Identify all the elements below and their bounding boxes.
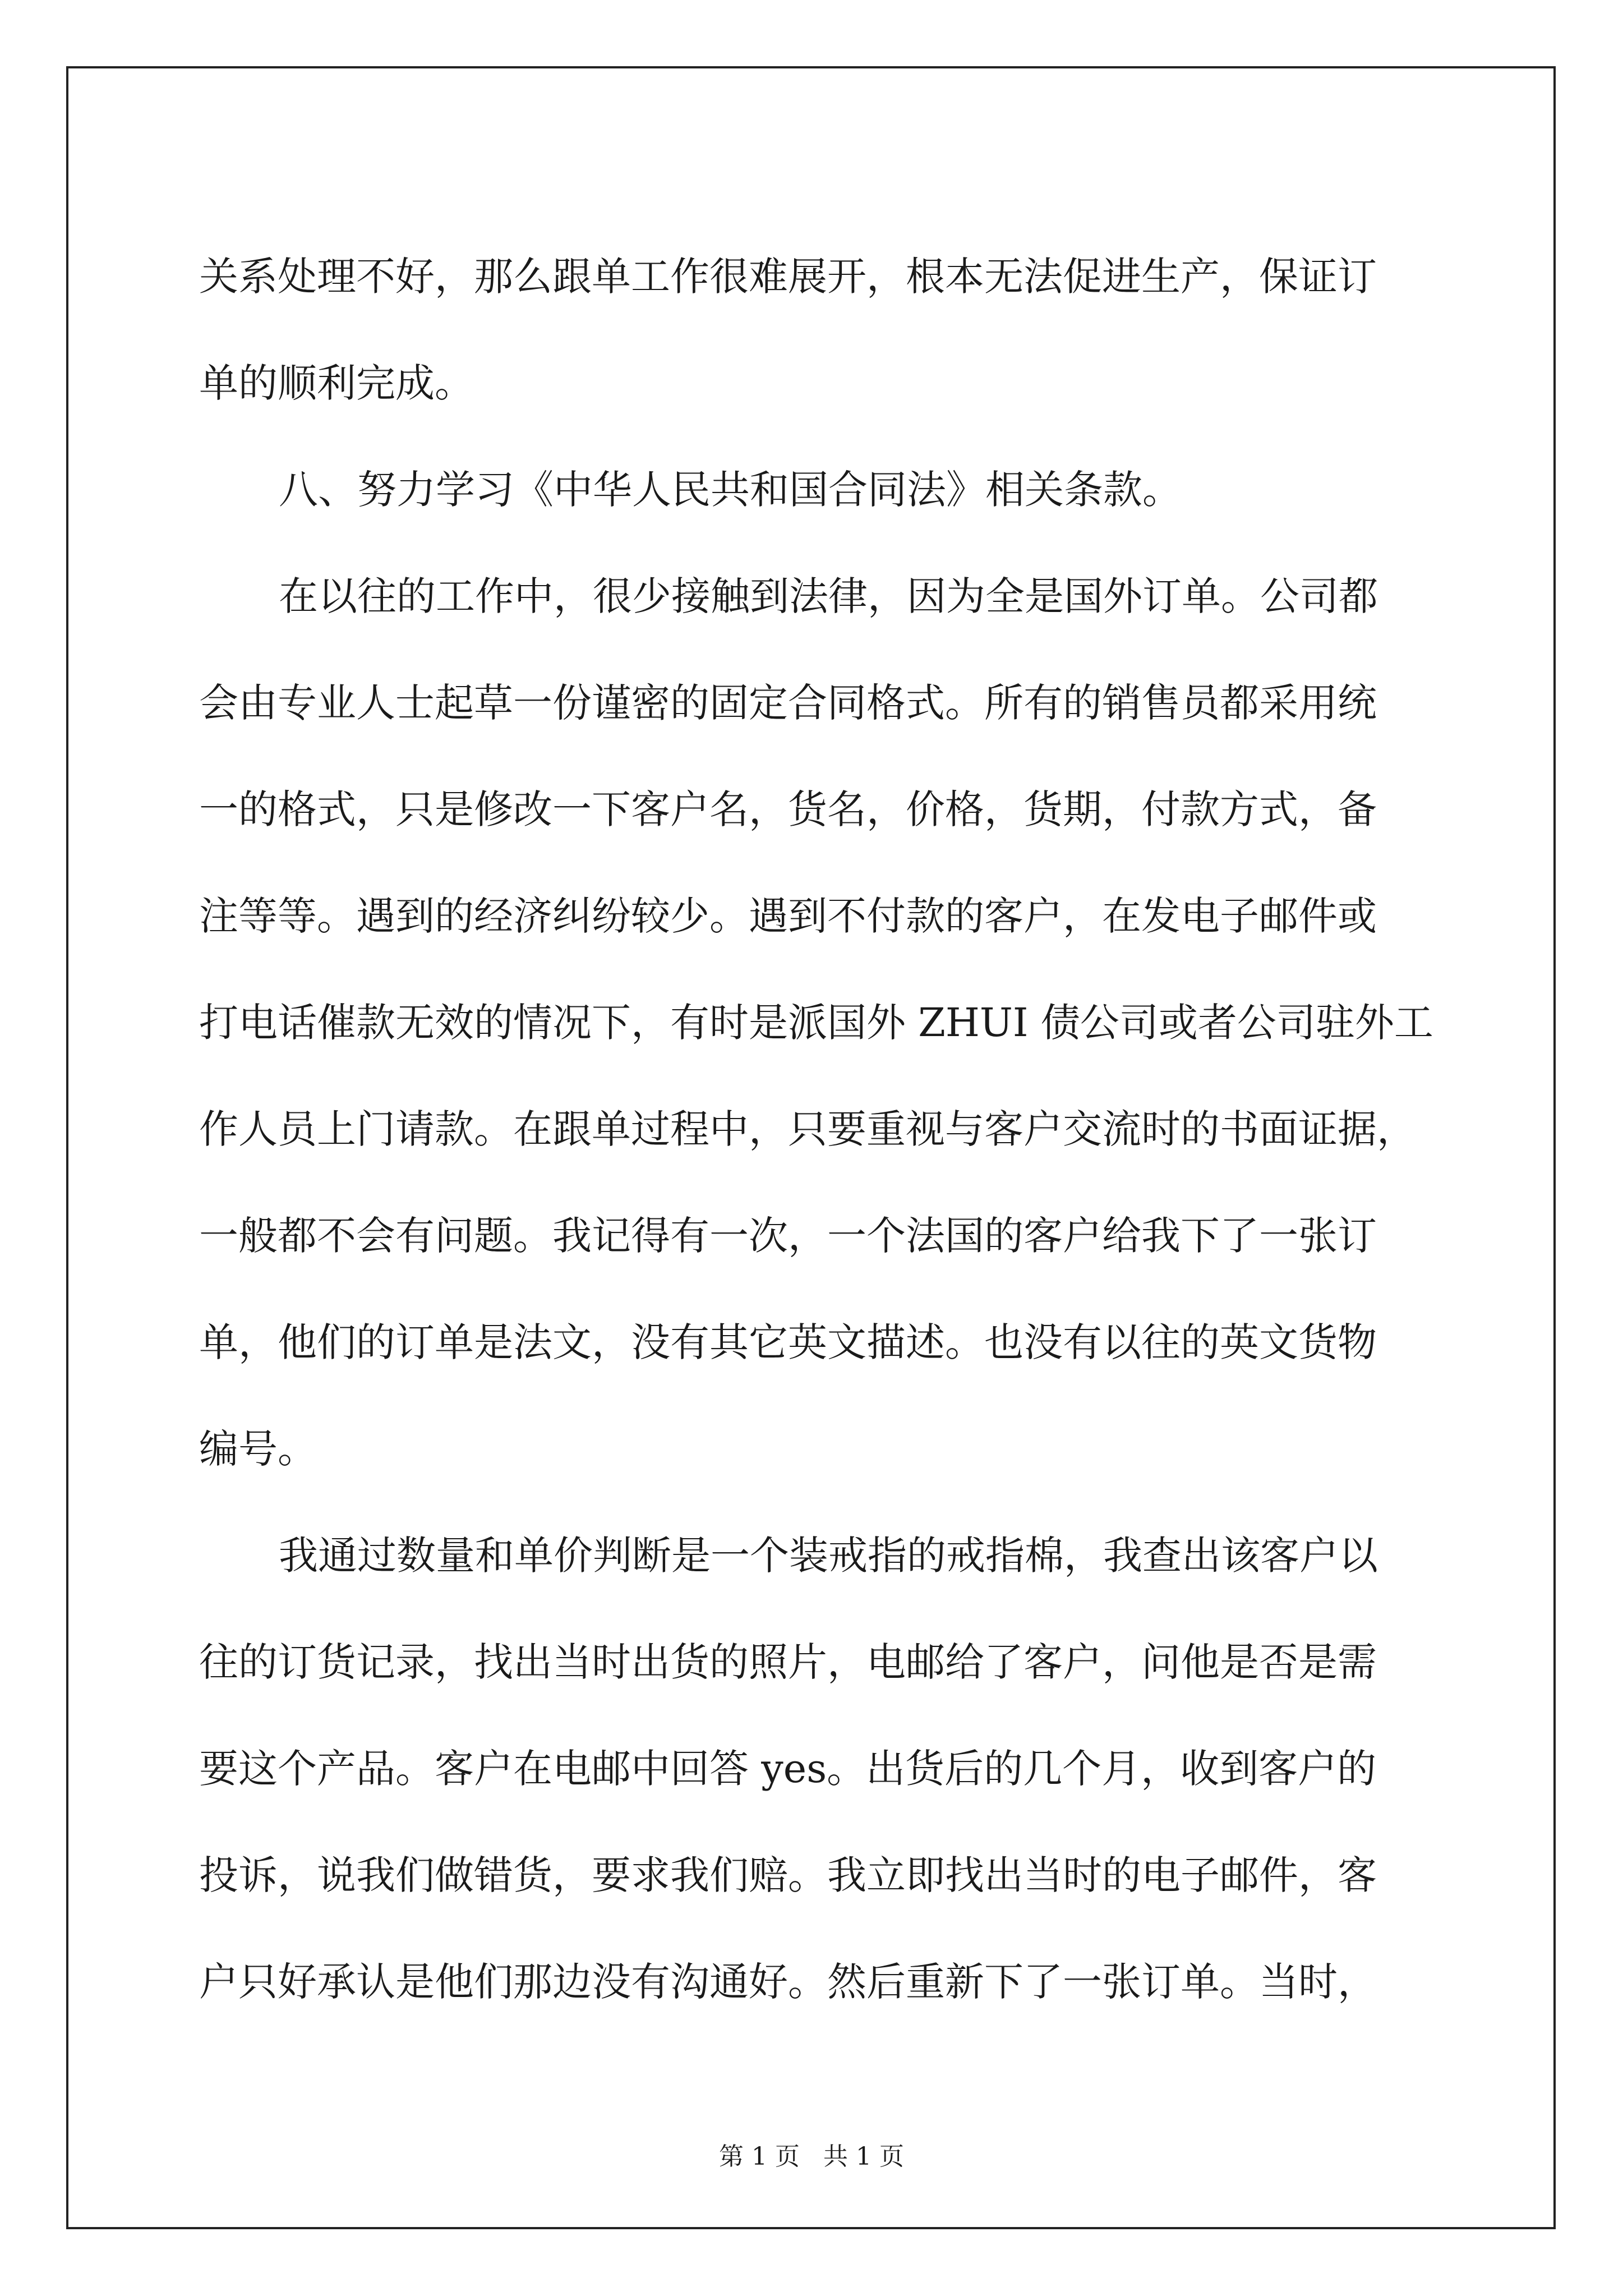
text-line: 户只好承认是他们那边没有沟通好。然后重新下了一张订单。当时， [199, 1959, 1377, 2005]
text-line: 一般都不会有问题。我记得有一次，一个法国的客户给我下了一张订 [199, 1213, 1377, 1259]
text-line: 在以往的工作中，很少接触到法律，因为全是国外订单。公司都 [279, 573, 1378, 619]
text-line: 关系处理不好，那么跟单工作很难展开，根本无法促进生产，保证订 [199, 254, 1377, 300]
text-line: 要这个产品。客户在电邮中回答 yes。出货后的几个月，收到客户的 [199, 1746, 1377, 1792]
text-line: 我通过数量和单价判断是一个装戒指的戒指棉，我查出该客户以 [279, 1533, 1378, 1579]
text-line: 作人员上门请款。在跟单过程中，只要重视与客户交流时的书面证据， [199, 1106, 1416, 1152]
text-line: 投诉，说我们做错货，要求我们赔。我立即找出当时的电子邮件，客 [199, 1852, 1377, 1898]
text-line: 编号。 [199, 1426, 317, 1472]
text-line: 注等等。遇到的经济纠纷较少。遇到不付款的客户，在发电子邮件或 [199, 893, 1377, 939]
text-line: 会由专业人士起草一份谨密的固定合同格式。所有的销售员都采用统 [199, 680, 1377, 726]
text-line: 单，他们的订单是法文，没有其它英文描述。也没有以往的英文货物 [199, 1319, 1377, 1365]
section-heading: 八、努力学习《中华人民共和国合同法》相关条款。 [279, 467, 1182, 513]
page-footer: 第 1 页 共 1 页 [719, 2142, 904, 2171]
text-line: 打电话催款无效的情况下，有时是派国外 ZHUI 债公司或者公司驻外工 [199, 1000, 1433, 1046]
text-line: 单的顺利完成。 [199, 360, 474, 406]
document-body [199, 223, 1433, 2035]
text-line: 往的订货记录，找出当时出货的照片，电邮给了客户，问他是否是需 [199, 1639, 1377, 1685]
text-line: 一的格式，只是修改一下客户名，货名，价格，货期，付款方式，备 [199, 786, 1377, 832]
